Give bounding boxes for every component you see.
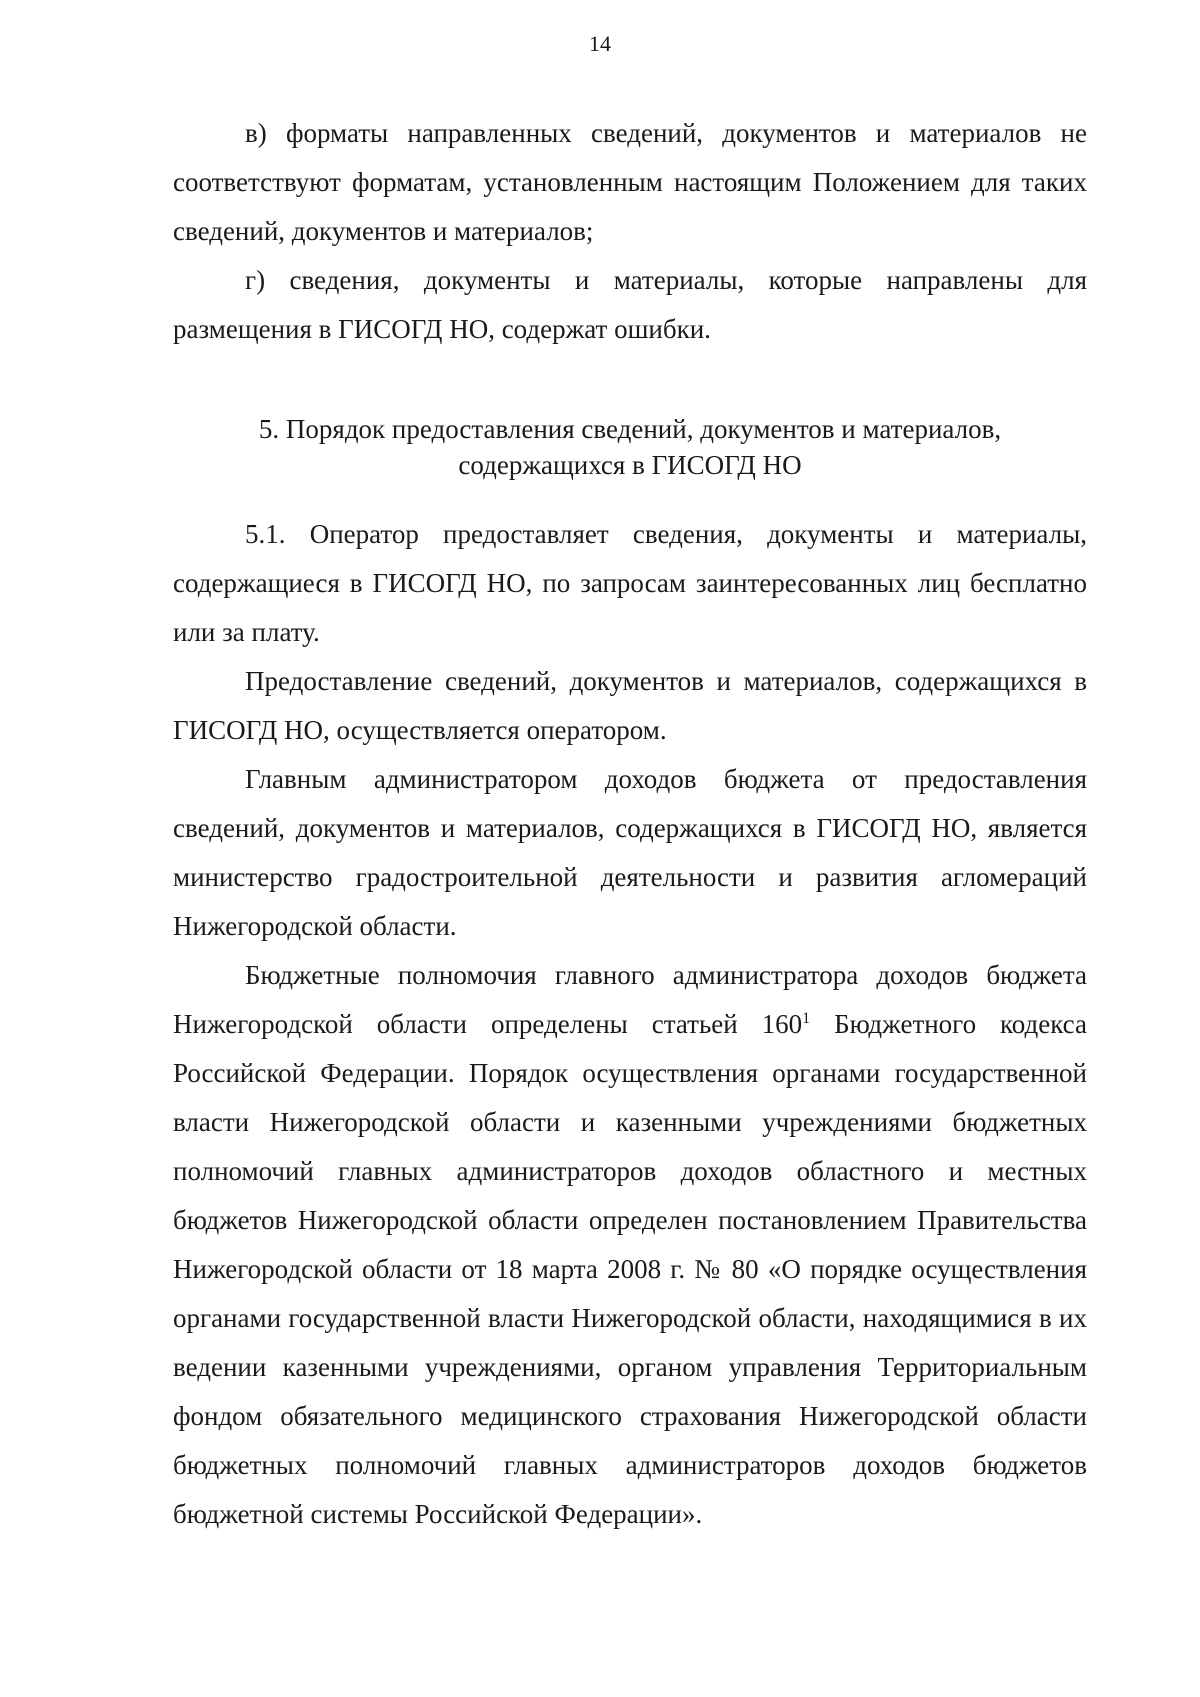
paragraph-5-1: 5.1. Оператор предоставляет сведения, документы и материалы, содержащиеся в ГИСОГД НО, по запросам заинтересованных лиц бесплатно или за плату. — [173, 519, 1087, 647]
document-body — [173, 109, 1087, 1539]
section-heading — [173, 411, 1087, 483]
list-item-v: в) форматы направленных сведений, документов и материалов не соответствуют форматам, установленным настоящим Положением для таких сведений, документов и материалов; — [173, 118, 1087, 246]
budget-powers-text-start: Бюджетные полномочия главного администратора доходов бюджета Нижегородской области определены статьей 160 — [173, 960, 1087, 1039]
list-item-g: г) сведения, документы и материалы, которые направлены для размещения в ГИСОГД НО, содержат ошибки. — [173, 265, 1087, 344]
paragraph-provision: Предоставление сведений, документов и материалов, содержащихся в ГИСОГД НО, осуществляется оператором. — [173, 666, 1087, 745]
paragraph-budget-powers — [173, 951, 1087, 1539]
section-heading-line-2: содержащихся в ГИСОГД НО — [458, 450, 802, 480]
article-superscript: 1 — [802, 1010, 811, 1027]
budget-powers-text-end: Бюджетного кодекса Российской Федерации. Порядок осуществления органами государственной власти Нижегородской области и казенными учреждениями бюджетных полномочий главных администраторов доходов областного и местных бюджетов Нижегородской области определен постановлением Правительства Нижегородской области от 18 марта 2008 г. № 80 «О порядке осуществления органами государственной власти Нижегородской области, находящимися в их ведении казенными учреждениями, органом управления Территориальным фондом обязательного медицинского страхования Нижегородской области бюджетных полномочий главных администраторов доходов бюджетов бюджетной системы Российской Федерации». — [173, 1009, 1087, 1529]
page-number: 14 — [589, 31, 611, 56]
section-heading-line-1: 5. Порядок предоставления сведений, документов и материалов, — [258, 414, 1002, 444]
paragraph-chief-administrator: Главным администратором доходов бюджета от предоставления сведений, документов и материалов, содержащихся в ГИСОГД НО, является министерство градостроительной деятельности и развития агломераций Нижегородской области. — [173, 764, 1087, 941]
